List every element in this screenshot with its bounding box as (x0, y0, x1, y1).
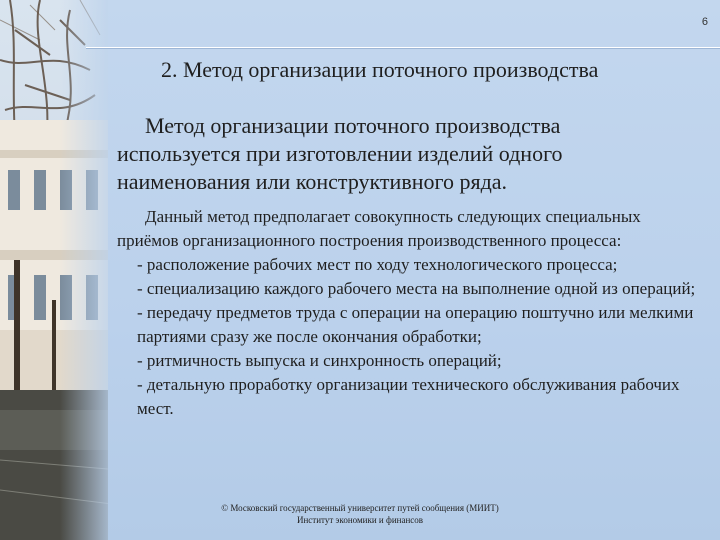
intro-text: Данный метод предполагает совокупность следующих специальных приёмов организационного построения производственного процесса: (117, 207, 641, 250)
intro-paragraph (117, 205, 697, 253)
list-item: - детальную проработку организации технического обслуживания рабочих мест. (137, 375, 680, 418)
list-item: - ритмичность выпуска и синхронность операций; (137, 351, 502, 370)
list-item: - расположение рабочих мест по ходу технологического процесса; (137, 255, 618, 274)
list-item: - передачу предметов труда с операции на операцию поштучно или мелкими партиями сразу же после окончания обработки; (137, 303, 694, 346)
footer-institute: Институт экономики и финансов (296, 515, 424, 525)
body-text (117, 205, 697, 421)
list-item: - специализацию каждого рабочего места на выполнение одной из операций; (137, 279, 696, 298)
footer-university: © Московский государственный университет путей сообщения (МИИТ) (221, 503, 499, 513)
slide-number: 6 (701, 16, 708, 28)
lead-paragraph (117, 112, 677, 196)
page-title: 2. Метод организации поточного производства (161, 57, 599, 82)
lead-text: Метод организации поточного производства используется при изготовлении изделий одного наименования или конструктивного ряда. (117, 113, 563, 194)
footer (190, 502, 530, 526)
building-photo (0, 0, 120, 540)
top-divider-shadow (86, 48, 720, 49)
